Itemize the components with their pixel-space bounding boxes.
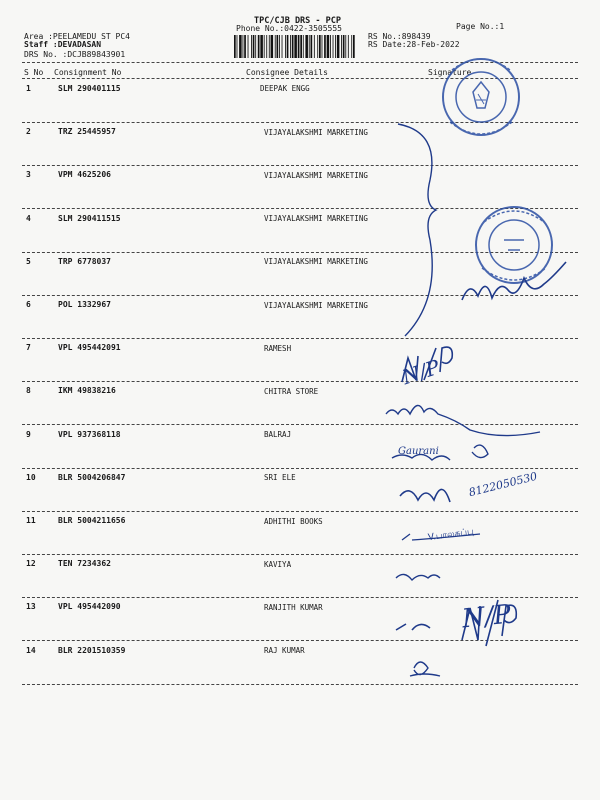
staff-label: Staff :DEVADASAN: [24, 40, 102, 49]
signature-rows-5-6: [462, 262, 566, 300]
bracket-mark: [398, 124, 436, 336]
row-consignee-name: VIJAYALAKSHMI MARKETING: [264, 127, 368, 137]
row-consignee-name: VIJAYALAKSHMI MARKETING: [264, 300, 368, 310]
phone-number: Phone No.:0422-3505555: [236, 24, 342, 33]
row-consignment-number: IKM 49838216: [58, 386, 116, 396]
drs-number: DRS No. :DCJB89843901: [24, 50, 126, 59]
row-consignee-name: RAJ KUMAR: [264, 646, 305, 656]
row-serial-number: 9: [26, 429, 31, 439]
col-signature: Signature: [428, 68, 472, 77]
row-consignment-number: VPM 4625206: [58, 170, 111, 180]
row-serial-number: 3: [26, 170, 31, 180]
row-consignee-name: ADHITHI BOOKS: [264, 516, 323, 526]
row-serial-number: 1: [26, 84, 31, 93]
row-serial-number: 7: [26, 343, 31, 353]
row-consignee-name: KAVIYA: [264, 559, 292, 569]
rs-number: RS No.:898439: [368, 32, 431, 41]
row-serial-number: 8: [26, 386, 31, 396]
row-serial-number: 14: [26, 645, 36, 655]
row-serial-number: 6: [26, 300, 31, 309]
signature-row-14: [410, 662, 440, 676]
row-consignee-name: VIJAYALAKSHMI MARKETING: [264, 214, 368, 224]
row-consignee-name: RAMESH: [264, 343, 292, 353]
row-consignment-number: BLR 5004211656: [58, 516, 126, 525]
row-serial-number: 12: [26, 559, 36, 569]
row-serial-number: 4: [26, 213, 31, 223]
row-consignee-name: VIJAYALAKSHMI MARKETING: [264, 257, 368, 267]
row-consignment-number: TRP 6778037: [58, 256, 111, 266]
signature-row-10: [400, 489, 450, 502]
handwritten-np-row-7: N/P: [399, 354, 443, 390]
row-consignee-name: VIJAYALAKSHMI MARKETING: [264, 170, 368, 180]
col-consignment: Consignment No: [54, 68, 122, 77]
handwritten-np-row-13: N/P: [460, 599, 513, 635]
row-consignee-name: CHITRA STORE: [264, 386, 319, 396]
row-consignment-number: BLR 2201510359: [58, 645, 126, 655]
row-serial-number: 10: [26, 472, 36, 482]
page-number: Page No.:1: [456, 22, 505, 31]
row-consignment-number: VPL 937368118: [58, 429, 121, 439]
row-consignment-number: BLR 5004206847: [58, 472, 126, 482]
signature-row-12: [396, 574, 440, 580]
row-consignee-name: BALRAJ: [264, 430, 292, 440]
rs-date: RS Date:28-Feb-2022: [368, 40, 460, 49]
row-consignment-number: SLM 290401115: [58, 84, 121, 93]
col-sno: S No: [24, 68, 44, 77]
row-consignee-name: DEEPAK ENGG: [260, 84, 310, 93]
col-consignee: Consignee Details: [246, 68, 328, 77]
area-label: Area :PEELAMEDU ST PC4: [24, 32, 130, 41]
row-consignment-number: TEN 7234362: [58, 559, 111, 569]
row-consignment-number: VPL 495442091: [58, 343, 121, 353]
row-serial-number: 2: [26, 127, 31, 137]
signature-row-8: [386, 405, 540, 435]
row-serial-number: 5: [26, 256, 31, 266]
deepak-engineering-stamp: [443, 59, 519, 135]
row-consignee-name: SRI ELE: [264, 473, 296, 483]
row-consignment-number: POL 1332967: [58, 300, 111, 309]
handwritten-name-row-11: V.பாலசுப்பு: [427, 526, 475, 544]
row-consignment-number: TRZ 25445957: [58, 127, 116, 137]
row-serial-number: 11: [26, 516, 36, 525]
row-consignment-number: VPL 495442090: [58, 602, 121, 612]
row-consignment-number: SLM 290411515: [58, 213, 121, 223]
document-title: TPC/CJB DRS - PCP: [254, 16, 341, 26]
handwritten-name-row-9: Gaurani: [398, 446, 439, 457]
row-serial-number: 13: [26, 602, 36, 612]
vijayalakshmi-stamp: [476, 207, 552, 283]
handwritten-phone-row-10: 8122050530: [467, 469, 539, 500]
row-consignee-name: RANJITH KUMAR: [264, 602, 323, 612]
